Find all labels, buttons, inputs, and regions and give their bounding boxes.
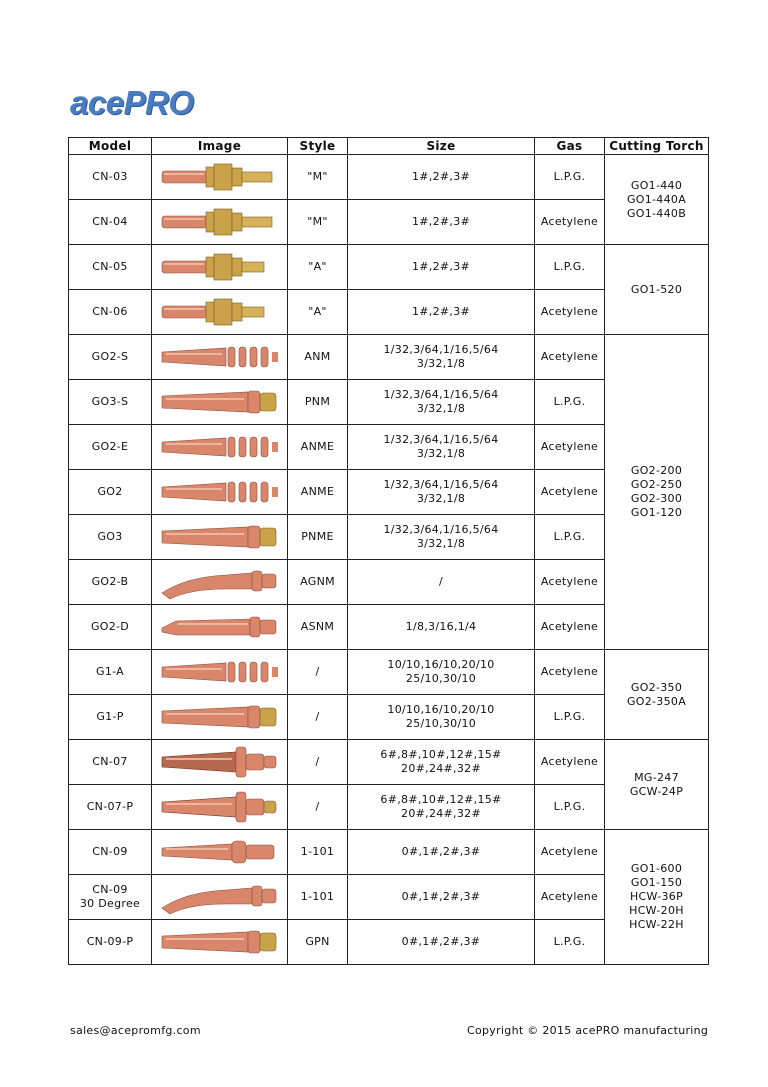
model-line: G1-P	[96, 710, 124, 723]
dark-tip-icon	[156, 743, 284, 781]
image-cell	[152, 605, 288, 650]
image-cell	[152, 425, 288, 470]
style-cell: PNME	[288, 515, 348, 560]
ribbed-tip-icon	[156, 473, 284, 511]
size-line: 3/32,1/8	[416, 537, 466, 550]
table-row	[69, 155, 709, 200]
model-cell	[69, 200, 152, 245]
table-row	[69, 650, 709, 695]
model-line: GO2-E	[91, 440, 129, 453]
image-cell	[152, 155, 288, 200]
size-line: 1/32,3/64,1/16,5/64	[383, 388, 499, 401]
model-cell	[69, 830, 152, 875]
torch-model-line: HCW-36P	[629, 890, 684, 903]
torch-model-line: GO1-150	[630, 876, 683, 889]
cutting-tip-table	[68, 137, 709, 965]
size-cell	[348, 650, 535, 695]
brass-end-tip-icon	[156, 518, 284, 556]
model-line: GO2-S	[91, 350, 129, 363]
size-cell	[348, 155, 535, 200]
torch-model-line: GO1-520	[630, 282, 683, 296]
image-cell	[152, 875, 288, 920]
style-cell: /	[288, 785, 348, 830]
size-line: 1#,2#,3#	[411, 170, 471, 183]
model-cell	[69, 785, 152, 830]
model-cell	[69, 425, 152, 470]
torch-model-line: GO2-350A	[626, 694, 687, 708]
style-cell: 1-101	[288, 830, 348, 875]
gas-cell: Acetylene	[535, 470, 605, 515]
image-cell	[152, 785, 288, 830]
model-cell	[69, 335, 152, 380]
brass-short-tip-icon	[156, 248, 284, 286]
image-cell	[152, 245, 288, 290]
size-line: 1#,2#,3#	[411, 305, 471, 318]
size-line: 20#,24#,32#	[401, 807, 481, 820]
size-cell	[348, 200, 535, 245]
image-cell	[152, 380, 288, 425]
brand-logo: acePRO	[70, 84, 194, 121]
size-line: 10/10,16/10,20/10	[387, 703, 495, 716]
gas-cell: L.P.G.	[535, 245, 605, 290]
plain-tip-icon	[156, 833, 284, 871]
bent-tip-icon	[156, 878, 284, 916]
size-cell	[348, 920, 535, 965]
size-line: 3/32,1/8	[416, 447, 466, 460]
brass-nut-tip-icon	[156, 158, 284, 196]
size-cell	[348, 335, 535, 380]
image-cell	[152, 470, 288, 515]
torch-model-line: GCW-24P	[629, 784, 684, 798]
size-line: 3/32,1/8	[416, 492, 466, 505]
gouge-tip-icon	[156, 608, 284, 646]
brass-nut-tip-icon	[156, 203, 284, 241]
torch-model-line: GO1-600	[630, 862, 683, 875]
model-line: GO2-B	[91, 575, 129, 588]
model-cell	[69, 740, 152, 785]
header-model: Model	[69, 138, 152, 155]
header-gas: Gas	[535, 138, 605, 155]
size-line: 3/32,1/8	[416, 357, 466, 370]
gas-cell: Acetylene	[535, 875, 605, 920]
brass-end-tip-icon	[156, 383, 284, 421]
size-cell	[348, 830, 535, 875]
gas-cell: L.P.G.	[535, 785, 605, 830]
style-cell: ANM	[288, 335, 348, 380]
model-line: CN-06	[92, 305, 128, 318]
header-image: Image	[152, 138, 288, 155]
gas-cell: L.P.G.	[535, 515, 605, 560]
style-cell: ASNM	[288, 605, 348, 650]
torch-model-line: GO1-120	[630, 506, 683, 519]
image-cell	[152, 335, 288, 380]
image-cell	[152, 830, 288, 875]
gas-cell: Acetylene	[535, 830, 605, 875]
brass-end-tip-icon	[156, 698, 284, 736]
image-cell	[152, 290, 288, 335]
image-cell	[152, 200, 288, 245]
model-cell	[69, 875, 152, 920]
size-line: 20#,24#,32#	[401, 762, 481, 775]
cutting-torch-cell	[605, 155, 709, 245]
gas-cell: L.P.G.	[535, 695, 605, 740]
size-line: 1/8,3/16,1/4	[405, 620, 477, 633]
model-line: CN-09-P	[86, 935, 134, 948]
model-cell	[69, 560, 152, 605]
size-cell	[348, 875, 535, 920]
size-line: /	[438, 575, 443, 588]
model-cell	[69, 290, 152, 335]
cutting-torch-cell	[605, 335, 709, 650]
size-line: 10/10,16/10,20/10	[387, 658, 495, 671]
cutting-torch-cell	[605, 245, 709, 335]
header-size: Size	[348, 138, 535, 155]
gas-cell: Acetylene	[535, 740, 605, 785]
torch-model-line: GO1-440	[630, 178, 683, 192]
size-cell	[348, 380, 535, 425]
size-cell	[348, 560, 535, 605]
torch-model-line: GO2-350	[630, 680, 683, 694]
cutting-torch-cell	[605, 830, 709, 965]
torch-model-line: GO2-250	[630, 478, 683, 491]
model-line: 30 Degree	[79, 897, 141, 910]
brass-end-tip-icon	[156, 923, 284, 961]
style-cell: ANME	[288, 470, 348, 515]
style-cell: /	[288, 650, 348, 695]
gas-cell: Acetylene	[535, 290, 605, 335]
torch-model-line: GO1-440B	[626, 206, 687, 220]
size-line: 6#,8#,10#,12#,15#	[380, 748, 502, 761]
size-cell	[348, 515, 535, 560]
footer-email[interactable]: sales@acepromfg.com	[70, 1024, 201, 1037]
torch-model-line: GO2-200	[630, 464, 683, 477]
model-cell	[69, 515, 152, 560]
size-line: 1/32,3/64,1/16,5/64	[383, 343, 499, 356]
table-header-row	[69, 138, 709, 155]
header-cutting-torch: Cutting Torch	[605, 138, 709, 155]
style-cell: PNM	[288, 380, 348, 425]
model-line: GO2-D	[90, 620, 130, 633]
table-row	[69, 335, 709, 380]
table-row	[69, 740, 709, 785]
model-line: CN-05	[92, 260, 128, 273]
size-cell	[348, 740, 535, 785]
size-line: 25/10,30/10	[405, 717, 477, 730]
model-cell	[69, 920, 152, 965]
gas-cell: Acetylene	[535, 650, 605, 695]
thick-brass-tip-icon	[156, 788, 284, 826]
bent-tip-icon	[156, 563, 284, 601]
header-style: Style	[288, 138, 348, 155]
model-cell	[69, 650, 152, 695]
image-cell	[152, 740, 288, 785]
size-line: 1/32,3/64,1/16,5/64	[383, 478, 499, 491]
style-cell: "M"	[288, 155, 348, 200]
model-line: CN-09	[92, 845, 128, 858]
torch-model-line: MG-247	[634, 770, 679, 784]
style-cell: 1-101	[288, 875, 348, 920]
size-cell	[348, 245, 535, 290]
size-cell	[348, 470, 535, 515]
brass-short-tip-icon	[156, 293, 284, 331]
size-line: 25/10,30/10	[405, 672, 477, 685]
cutting-torch-cell	[605, 740, 709, 830]
torch-model-line: GO1-440A	[626, 192, 687, 206]
gas-cell: Acetylene	[535, 335, 605, 380]
size-line: 6#,8#,10#,12#,15#	[380, 793, 502, 806]
model-line: G1-A	[96, 665, 124, 678]
style-cell: "A"	[288, 245, 348, 290]
image-cell	[152, 560, 288, 605]
ribbed-tip-icon	[156, 653, 284, 691]
model-cell	[69, 605, 152, 650]
model-line: GO3-S	[91, 395, 129, 408]
gas-cell: L.P.G.	[535, 155, 605, 200]
cutting-torch-cell	[605, 650, 709, 740]
gas-cell: Acetylene	[535, 605, 605, 650]
style-cell: /	[288, 695, 348, 740]
size-cell	[348, 290, 535, 335]
model-line: CN-03	[92, 170, 128, 183]
gas-cell: Acetylene	[535, 425, 605, 470]
image-cell	[152, 920, 288, 965]
size-cell	[348, 695, 535, 740]
model-cell	[69, 245, 152, 290]
table-row	[69, 830, 709, 875]
size-line: 0#,1#,2#,3#	[401, 845, 481, 858]
model-line: GO2	[97, 485, 123, 498]
size-line: 0#,1#,2#,3#	[401, 890, 481, 903]
model-cell	[69, 470, 152, 515]
torch-model-line: GO2-300	[630, 492, 683, 505]
torch-model-line: HCW-20H	[629, 904, 684, 917]
size-line: 1#,2#,3#	[411, 260, 471, 273]
size-cell	[348, 785, 535, 830]
size-line: 1#,2#,3#	[411, 215, 471, 228]
image-cell	[152, 650, 288, 695]
gas-cell: Acetylene	[535, 560, 605, 605]
style-cell: GPN	[288, 920, 348, 965]
style-cell: "A"	[288, 290, 348, 335]
size-line: 0#,1#,2#,3#	[401, 935, 481, 948]
size-line: 1/32,3/64,1/16,5/64	[383, 433, 499, 446]
torch-model-line: HCW-22H	[629, 918, 684, 931]
footer-copyright: Copyright © 2015 acePRO manufacturing	[467, 1024, 709, 1037]
model-cell	[69, 695, 152, 740]
gas-cell: L.P.G.	[535, 920, 605, 965]
gas-cell: Acetylene	[535, 200, 605, 245]
size-cell	[348, 425, 535, 470]
image-cell	[152, 695, 288, 740]
model-cell	[69, 380, 152, 425]
size-cell	[348, 605, 535, 650]
model-cell	[69, 155, 152, 200]
model-line: CN-04	[92, 215, 128, 228]
table-row	[69, 245, 709, 290]
ribbed-tip-icon	[156, 338, 284, 376]
style-cell: AGNM	[288, 560, 348, 605]
style-cell: ANME	[288, 425, 348, 470]
model-line: CN-09	[92, 883, 128, 896]
style-cell: "M"	[288, 200, 348, 245]
gas-cell: L.P.G.	[535, 380, 605, 425]
image-cell	[152, 515, 288, 560]
size-line: 1/32,3/64,1/16,5/64	[383, 523, 499, 536]
ribbed-tip-icon	[156, 428, 284, 466]
model-line: CN-07-P	[86, 800, 134, 813]
model-line: CN-07	[92, 755, 128, 768]
style-cell: /	[288, 740, 348, 785]
model-line: GO3	[97, 530, 123, 543]
size-line: 3/32,1/8	[416, 402, 466, 415]
